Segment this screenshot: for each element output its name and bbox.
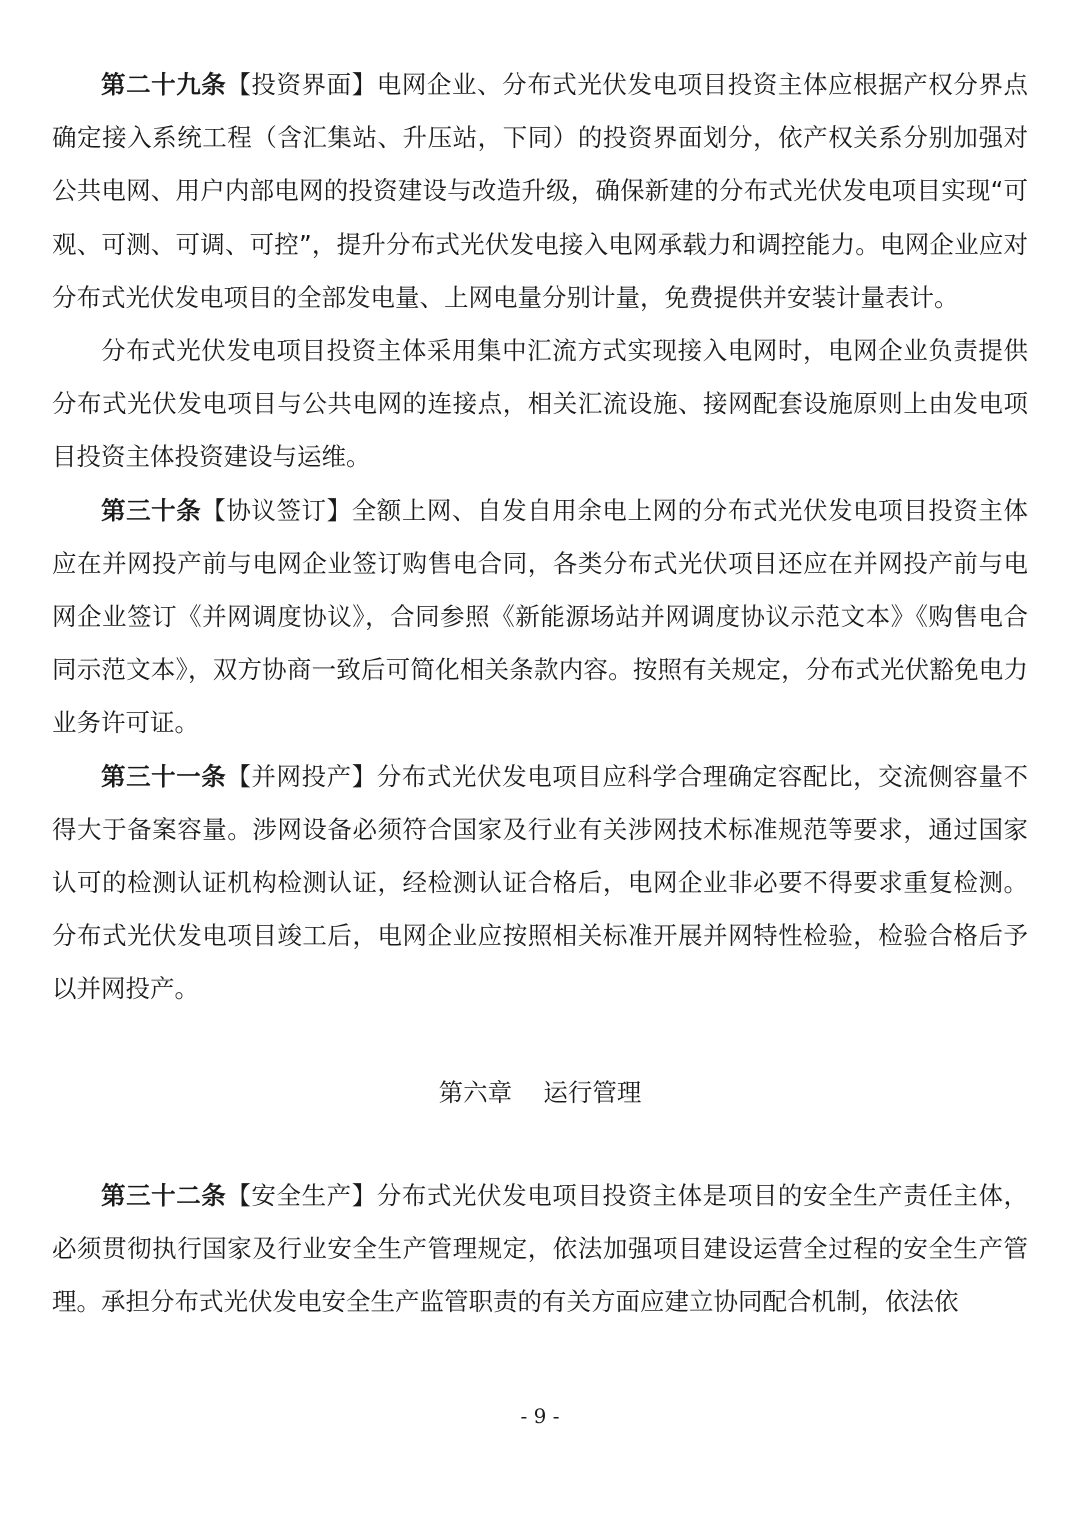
article-32-text: 分布式光伏发电项目投资主体是项目的安全生产责任主体，必须贯彻执行国家及行业安全生产管理规定，依法加强项目建设运营全过程的安全生产管理。承担分布式光伏发电安全生产监管职责的有关方面应建立协同配合机制，依法依 bbox=[52, 1180, 1029, 1317]
article-32-label: 【安全生产】 bbox=[226, 1180, 377, 1210]
article-29-label: 【投资界面】 bbox=[226, 70, 377, 99]
article-30-heading: 第三十条 bbox=[101, 495, 202, 525]
chapter-number: 第六章 bbox=[438, 1077, 513, 1107]
page-number: - 9 - bbox=[520, 1404, 560, 1428]
article-32-heading: 第三十二条 bbox=[101, 1180, 227, 1210]
article-30-text: 全额上网、自发自用余电上网的分布式光伏发电项目投资主体应在并网投产前与电网企业签订购售电合同，各类分布式光伏项目还应在并网投产前与电网企业签订《并网调度协议》，合同参照《新能源场站并网调度协议示范文本》《购售电合同示范文本》，双方协商一致后可简化相关条款内容。按照有关规定，分布式光伏豁免电力业务许可证。 bbox=[52, 495, 1029, 738]
chapter-heading bbox=[52, 1066, 1028, 1119]
article-31-heading: 第三十一条 bbox=[101, 761, 227, 791]
article-29-paragraph-1 bbox=[52, 58, 1028, 324]
article-31-paragraph bbox=[52, 750, 1028, 1016]
article-29-text-1b: 电网企业应对分布式光伏发电项目的全部发电量、上网电量分别计量，免费提供并安装计量表计。 bbox=[52, 229, 1028, 312]
article-29-text-1: 电网企业、分布式光伏发电项目投资主体应根据产权分界点确定接入系统工程（含汇集站、升压站，下同）的投资界面划分，依产权关系分别加强对公共电网、用户内部电网的投资建设与改造升级，确保新建的分布式光伏发电项目实现“可观、可测、可调、可控”，提升分布式光伏发电接入电网承载力和调控能力。 bbox=[52, 70, 1029, 259]
document-body bbox=[52, 58, 1028, 1328]
article-31-label: 【并网投产】 bbox=[226, 761, 377, 791]
article-31-text: 分布式光伏发电项目应科学合理确定容配比，交流侧容量不得大于备案容量。涉网设备必须符合国家及行业有关涉网技术标准规范等要求，通过国家认可的检测认证机构检测认证，经检测认证合格后，电网企业非必要不得要求重复检测。分布式光伏发电项目竣工后，电网企业应按照相关标准开展并网特性检验，检验合格后予以并网投产。 bbox=[52, 761, 1029, 1004]
article-29-paragraph-2: 分布式光伏发电项目投资主体采用集中汇流方式实现接入电网时，电网企业负责提供分布式光伏发电项目与公共电网的连接点，相关汇流设施、接网配套设施原则上由发电项目投资主体投资建设与运维。 bbox=[52, 336, 1028, 472]
article-30-label: 【协议签订】 bbox=[201, 495, 352, 525]
chapter-title: 运行管理 bbox=[543, 1077, 642, 1107]
article-32-paragraph bbox=[52, 1169, 1028, 1329]
article-30-paragraph bbox=[52, 484, 1028, 750]
article-29-heading: 第二十九条 bbox=[101, 70, 227, 99]
